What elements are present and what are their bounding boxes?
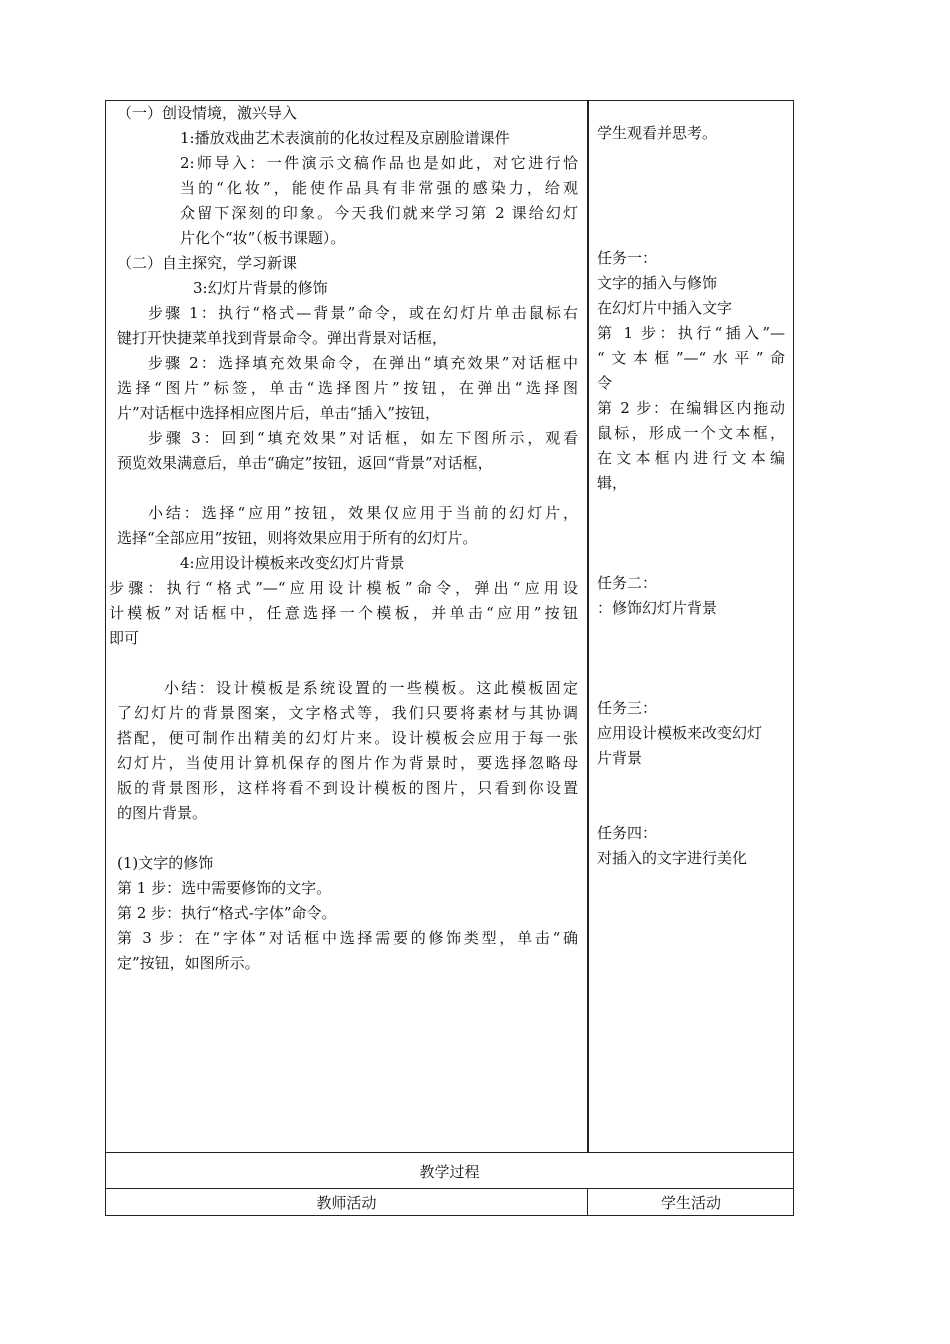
paragraph-line: 第 2 步：执行“格式-字体”命令。 (117, 904, 337, 922)
task-line: 在文本框内进行文本编 (597, 449, 785, 467)
paragraph-line: 即可 (109, 629, 140, 647)
paragraph-line: 步骤 2：选择填充效果命令，在弹出“填充效果”对话框中 (148, 354, 578, 372)
task-heading: 任务一： (597, 249, 658, 267)
section-heading: （二）自主探究，学习新课 (117, 254, 298, 272)
task-line: 应用设计模板来改变幻灯 (597, 724, 763, 742)
paragraph-line: 当的“化妆”，能使作品具有非常强的感染力，给观 (180, 179, 578, 197)
task-line: 鼠标，形成一个文本框， (597, 424, 785, 442)
task-line: ：修饰幻灯片背景 (597, 599, 718, 617)
student-note: 学生观看并思考。 (597, 124, 718, 142)
paragraph-line: 2:师导入：一件演示文稿作品也是如此，对它进行恰 (180, 154, 578, 172)
paragraph-line: 定”按钮，如图所示。 (117, 954, 260, 972)
task-heading: 任务三： (597, 699, 658, 717)
task-line: 文字的插入与修饰 (597, 274, 718, 292)
paragraph-line: 步骤 3：回到“填充效果”对话框，如左下图所示，观看 (148, 429, 578, 447)
task-line: “文本框”—“水平”命 (597, 349, 785, 367)
subsection-heading: 3:幻灯片背景的修饰 (193, 279, 328, 297)
task-line: 辑， (597, 474, 628, 492)
paragraph-line: 选择“图片”标签，单击“选择图片”按钮，在弹出“选择图 (117, 379, 578, 397)
task-line: 第 1 步：执行“插入”— (597, 324, 785, 342)
paragraph-line: 步骤 1：执行“格式—背景”命令，或在幻灯片单击鼠标右 (148, 304, 578, 322)
task-line: 令 (597, 374, 613, 392)
task-heading: 任务四： (597, 824, 658, 842)
paragraph-line: 第 3 步：在“字体”对话框中选择需要的修饰类型，单击“确 (117, 929, 578, 947)
paragraph-line: 搭配，便可制作出精美的幻灯片来。设计模板会应用于每一张 (117, 729, 578, 747)
paragraph-line: 的图片背景。 (117, 804, 208, 822)
paragraph-line: 步骤：执行“格式”—“应用设计模板”命令，弹出“应用设 (109, 579, 578, 597)
paragraph-line: 版的背景图形，这样将看不到设计模板的图片，只看到你设置 (117, 779, 578, 797)
paragraph-line: 片”对话框中选择相应图片后，单击“插入”按钮， (117, 404, 441, 422)
task-heading: 任务二： (597, 574, 658, 592)
task-line: 片背景 (597, 749, 643, 767)
paragraph-line: 众留下深刻的印象。今天我们就来学习第 2 课给幻灯 (180, 204, 578, 222)
paragraph-line: 幻灯片，当使用计算机保存的图片作为背景时，要选择忽略母 (117, 754, 578, 772)
teacher-activity-header: 教师活动 (316, 1194, 377, 1212)
paragraph-line: 选择“全部应用”按钮，则将效果应用于所有的幻灯片。 (117, 529, 478, 547)
paragraph-line: 预览效果满意后，单击“确定”按钮，返回“背景”对话框， (117, 454, 493, 472)
paragraph-line: 了幻灯片的背景图案，文字格式等，我们只要将素材与其协调 (117, 704, 578, 722)
paragraph-line: 小结：选择“应用”按钮，效果仅应用于当前的幻灯片， (148, 504, 578, 522)
paragraph-line: 小结：设计模板是系统设置的一些模板。这此模板固定 (164, 679, 578, 697)
task-line: 在幻灯片中插入文字 (597, 299, 733, 317)
task-line: 对插入的文字进行美化 (597, 849, 748, 867)
paragraph-line: 计模板”对话框中，任意选择一个模板，并单击“应用”按钮 (109, 604, 578, 622)
task-line: 第 2 步：在编辑区内拖动 (597, 399, 785, 417)
student-activity-header: 学生活动 (660, 1194, 721, 1212)
paragraph-line: 键打开快捷菜单找到背景命令。弹出背景对话框， (117, 329, 448, 347)
section-heading: （一）创设情境，激兴导入 (117, 104, 298, 122)
subsection-heading: (1)文字的修饰 (117, 854, 214, 872)
process-header: 教学过程 (419, 1163, 480, 1181)
subsection-heading: 4:应用设计模板来改变幻灯片背景 (180, 554, 405, 572)
paragraph-line: 片化个“妆”（板书课题）。 (180, 229, 346, 247)
paragraph-line: 1:播放戏曲艺术表演前的化妆过程及京剧脸谱课件 (180, 129, 510, 147)
paragraph-line: 第 1 步：选中需要修饰的文字。 (117, 879, 332, 897)
